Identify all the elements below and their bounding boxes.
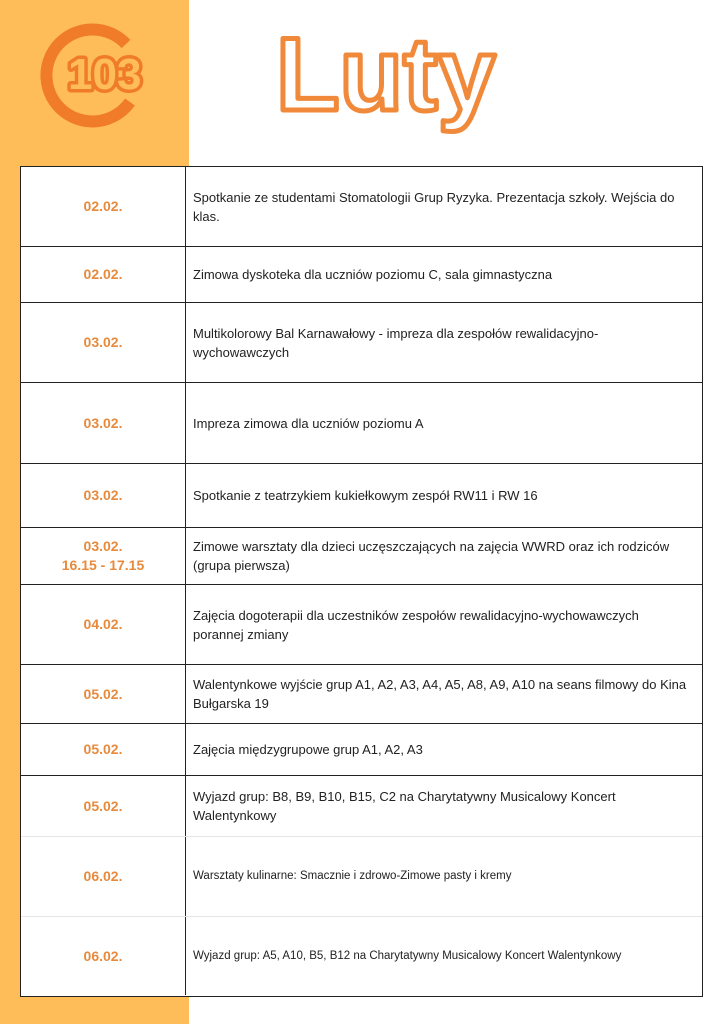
event-description: Wyjazd grup: A5, A10, B5, B12 na Charytatywny Musicalowy Koncert Walentynkowy bbox=[193, 949, 622, 962]
event-date-cell bbox=[21, 464, 186, 527]
event-date: 03.02. bbox=[83, 487, 123, 503]
event-date: 06.02. bbox=[83, 947, 123, 964]
event-description: Zimowe warsztaty dla dzieci uczęszczających na zajęcia WWRD oraz ich rodziców (grupa pierwsza) bbox=[193, 539, 670, 573]
event-date: 05.02. bbox=[83, 741, 123, 757]
event-time: 16.15 - 17.15 bbox=[61, 557, 145, 573]
event-description: Zajęcia dogoterapii dla uczestników zespołów rewalidacyjno-wychowawczych porannej zmiany bbox=[193, 607, 639, 642]
event-date: 05.02. bbox=[83, 685, 123, 702]
school-logo bbox=[38, 16, 178, 128]
table-row bbox=[21, 917, 702, 995]
table-row bbox=[21, 837, 702, 917]
event-description: Zimowa dyskoteka dla uczniów poziomu C, sala gimnastyczna bbox=[193, 267, 553, 282]
event-date-cell bbox=[21, 585, 186, 664]
event-description: Impreza zimowa dla uczniów poziomu A bbox=[193, 415, 424, 431]
table-row bbox=[21, 724, 702, 776]
event-description: Spotkanie z teatrzykiem kukiełkowym zespół RW11 i RW 16 bbox=[193, 488, 538, 503]
table-row bbox=[21, 776, 702, 837]
event-date: 05.02. bbox=[83, 797, 123, 814]
event-date: 03.02. bbox=[83, 334, 123, 350]
event-date-cell bbox=[21, 383, 186, 463]
page-title-text: Luty bbox=[276, 17, 496, 133]
logo-number: 103 bbox=[68, 50, 142, 99]
event-date: 02.02. bbox=[83, 198, 123, 214]
page-title bbox=[274, 14, 554, 139]
table-row bbox=[21, 383, 702, 464]
event-description: Zajęcia międzygrupowe grup A1, A2, A3 bbox=[193, 742, 423, 757]
event-date-cell bbox=[21, 917, 186, 995]
table-row bbox=[21, 665, 702, 724]
event-description: Warsztaty kulinarne: Smacznie i zdrowo-Zimowe pasty i kremy bbox=[193, 870, 512, 882]
table-row bbox=[21, 464, 702, 528]
event-date-cell bbox=[21, 303, 186, 382]
table-row bbox=[21, 528, 702, 585]
event-description: Walentynkowe wyjście grup A1, A2, A3, A4, A5, A8, A9, A10 na seans filmowy do Kina Bułgarska 19 bbox=[193, 677, 687, 711]
event-date: 06.02. bbox=[83, 868, 123, 884]
table-row bbox=[21, 303, 702, 383]
event-date: 03.02. bbox=[83, 538, 123, 554]
table-row bbox=[21, 585, 702, 665]
event-description: Multikolorowy Bal Karnawałowy - impreza dla zespołów rewalidacyjno-wychowawczych bbox=[193, 325, 599, 360]
event-date-cell bbox=[21, 665, 186, 723]
table-row bbox=[21, 167, 702, 247]
event-description: Spotkanie ze studentami Stomatologii Grup Ryzyka. Prezentacja szkoły. Wejścia do klas. bbox=[193, 189, 675, 224]
event-date-cell bbox=[21, 776, 186, 836]
event-date: 02.02. bbox=[83, 266, 123, 282]
event-date: 03.02. bbox=[83, 414, 123, 431]
event-description: Wyjazd grup: B8, B9, B10, B15, C2 na Charytatywny Musicalowy Koncert Walentynkowy bbox=[193, 789, 616, 823]
events-table bbox=[20, 166, 703, 997]
event-date-cell bbox=[21, 247, 186, 302]
event-date-cell bbox=[21, 724, 186, 775]
event-date-cell bbox=[21, 837, 186, 916]
event-date-cell bbox=[21, 167, 186, 246]
event-date: 04.02. bbox=[83, 616, 123, 632]
table-row bbox=[21, 247, 702, 303]
event-date-cell bbox=[21, 528, 186, 584]
